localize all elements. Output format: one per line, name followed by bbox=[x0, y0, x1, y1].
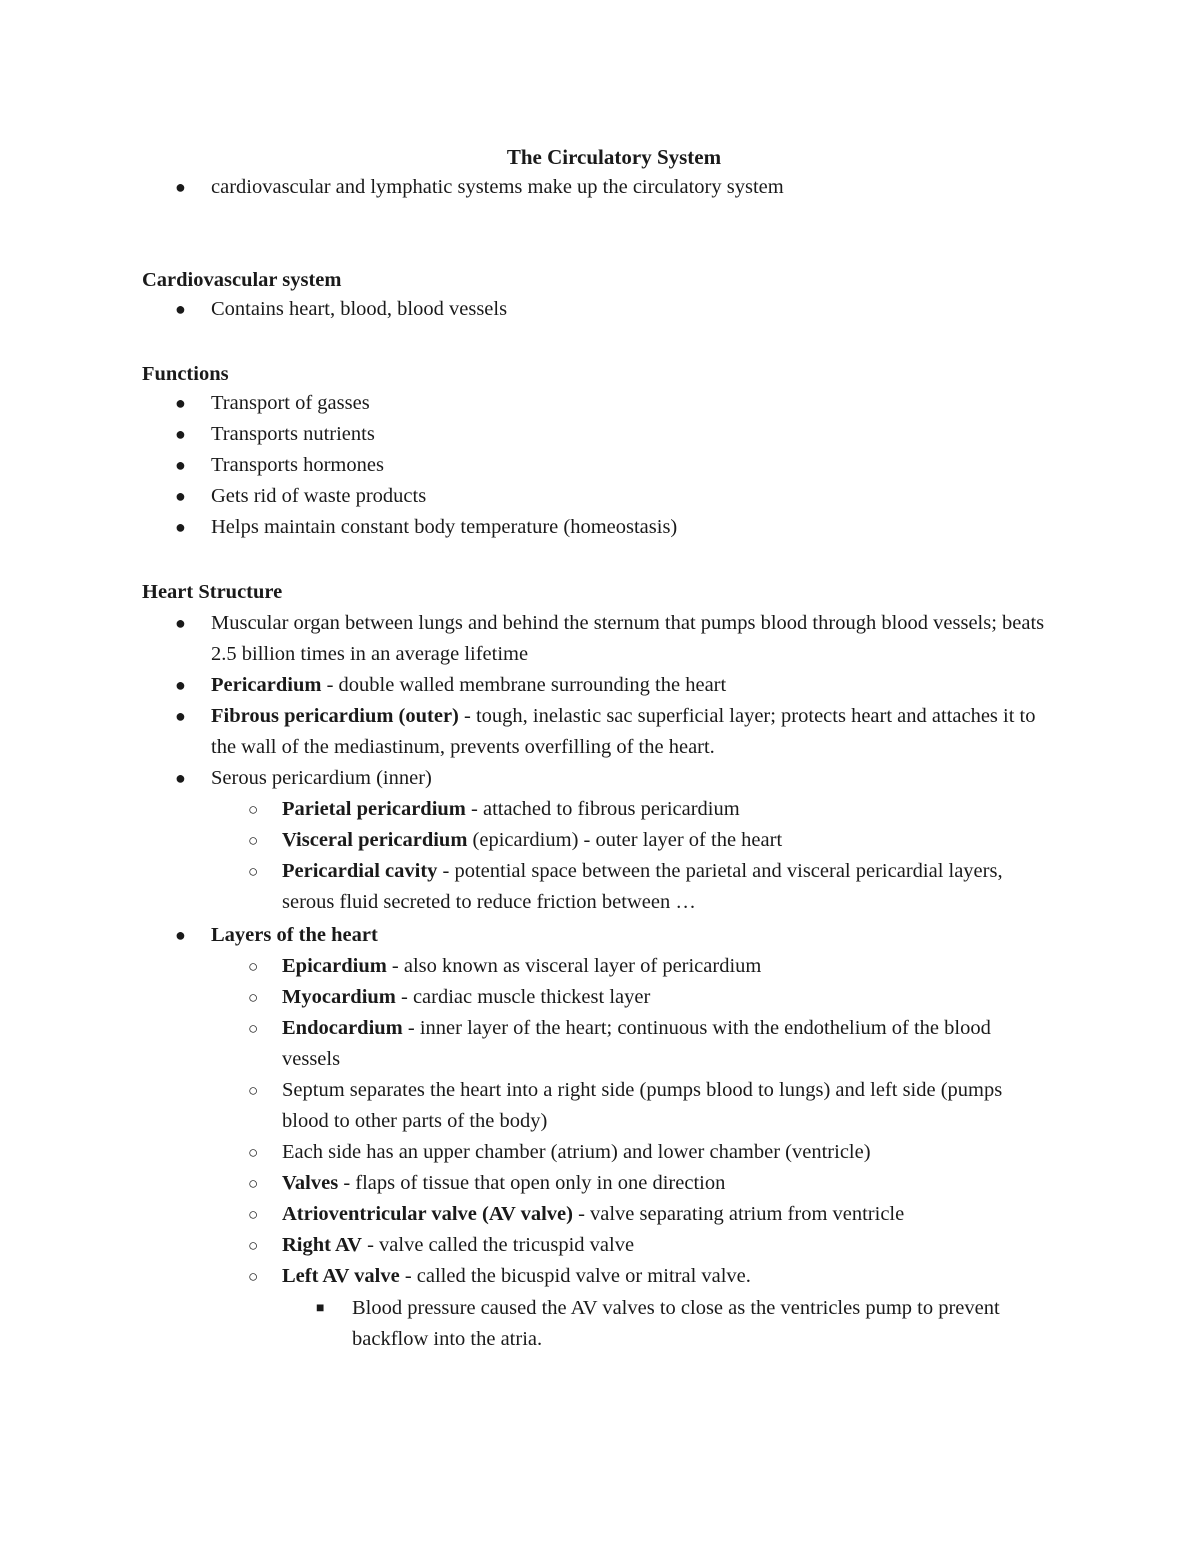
term-label: Right AV bbox=[282, 1234, 362, 1256]
bullet-disc-icon: ● bbox=[175, 925, 186, 945]
term-description: - attached to fibrous pericardium bbox=[465, 798, 740, 820]
bullet-circle-icon: ○ bbox=[248, 831, 259, 850]
heart-structure-list bbox=[0, 608, 1200, 794]
list-item bbox=[175, 763, 1051, 794]
list-item bbox=[248, 1075, 1052, 1137]
bullet-disc-icon: ● bbox=[175, 424, 186, 444]
bullet-circle-icon: ○ bbox=[248, 1019, 259, 1038]
list-item-text: Each side has an upper chamber (atrium) and lower chamber (ventricle) bbox=[282, 1141, 871, 1163]
term-description: - called the bicuspid valve or mitral valve. bbox=[399, 1265, 751, 1287]
term-label: Layers of the heart bbox=[211, 924, 378, 946]
list-item bbox=[175, 512, 1051, 543]
list-item-text: Muscular organ between lungs and behind the sternum that pumps blood through blood vessels; beats 2.5 billion times in an average lifetime bbox=[211, 612, 1045, 665]
bullet-disc-icon: ● bbox=[175, 517, 186, 537]
bullet-disc-icon: ● bbox=[175, 486, 186, 506]
layers-sublist bbox=[0, 951, 1200, 1292]
bullet-circle-icon: ○ bbox=[248, 957, 259, 976]
section-heading: Functions bbox=[142, 363, 229, 385]
bullet-disc-icon: ● bbox=[175, 455, 186, 475]
bullet-circle-icon: ○ bbox=[248, 800, 259, 819]
list-item-text: Gets rid of waste products bbox=[211, 485, 427, 507]
list-item bbox=[248, 1230, 1052, 1261]
bullet-disc-icon: ● bbox=[175, 393, 186, 413]
term-label: Epicardium bbox=[282, 955, 387, 977]
list-item bbox=[248, 1137, 1052, 1168]
intro-section bbox=[0, 172, 1200, 203]
section-heading: Heart Structure bbox=[142, 581, 283, 603]
bullet-disc-icon: ● bbox=[175, 675, 186, 695]
bullet-disc-icon: ● bbox=[175, 177, 186, 197]
term-label: Left AV valve bbox=[282, 1265, 400, 1287]
bullet-circle-icon: ○ bbox=[248, 988, 259, 1007]
term-description: - also known as visceral layer of pericardium bbox=[386, 955, 762, 977]
list-item-text: cardiovascular and lymphatic systems make up the circulatory system bbox=[211, 176, 784, 198]
bullet-circle-icon: ○ bbox=[248, 1081, 259, 1100]
term-description: - double walled membrane surrounding the heart bbox=[321, 674, 727, 696]
list-item bbox=[248, 856, 1052, 918]
term-description: - valve called the tricuspid valve bbox=[361, 1234, 635, 1256]
term-label: Atrioventricular valve (AV valve) bbox=[282, 1203, 573, 1225]
bullet-circle-icon: ○ bbox=[248, 1236, 259, 1255]
bullet-disc-icon: ● bbox=[175, 299, 186, 319]
bullet-circle-icon: ○ bbox=[248, 1267, 259, 1286]
list-item bbox=[248, 1199, 1052, 1230]
term-description: - inner layer of the heart; continuous with the endothelium of the blood vessels bbox=[282, 1017, 991, 1070]
bullet-circle-icon: ○ bbox=[248, 1174, 259, 1193]
bullet-circle-icon: ○ bbox=[248, 1143, 259, 1162]
intro-list bbox=[0, 172, 1200, 203]
cardiovascular-list bbox=[0, 294, 1200, 325]
list-item bbox=[248, 951, 1052, 982]
list-item bbox=[175, 481, 1051, 512]
bullet-circle-icon: ○ bbox=[248, 862, 259, 881]
bullet-disc-icon: ● bbox=[175, 706, 186, 726]
list-item bbox=[175, 294, 1051, 325]
list-item-text: Helps maintain constant body temperature (homeostasis) bbox=[211, 516, 678, 538]
list-item-text: Septum separates the heart into a right side (pumps blood to lungs) and left side (pumps blood to other parts of the body) bbox=[282, 1079, 1003, 1132]
bullet-circle-icon: ○ bbox=[248, 1205, 259, 1224]
list-item bbox=[248, 794, 1052, 825]
list-item bbox=[175, 608, 1051, 670]
list-item-text: Transports hormones bbox=[211, 454, 384, 476]
list-item bbox=[175, 701, 1051, 763]
term-label: Fibrous pericardium (outer) bbox=[211, 705, 459, 727]
list-item bbox=[175, 450, 1051, 481]
term-label: Myocardium bbox=[282, 986, 396, 1008]
section-heading: Cardiovascular system bbox=[142, 269, 342, 291]
term-label: Endocardium bbox=[282, 1017, 403, 1039]
term-label: Visceral pericardium bbox=[282, 829, 468, 851]
list-item-text: Contains heart, blood, blood vessels bbox=[211, 298, 508, 320]
term-label: Parietal pericardium bbox=[282, 798, 466, 820]
term-label: Valves bbox=[282, 1172, 339, 1194]
bullet-disc-icon: ● bbox=[175, 613, 186, 633]
term-description: - flaps of tissue that open only in one direction bbox=[338, 1172, 726, 1194]
term-description: - cardiac muscle thickest layer bbox=[395, 986, 651, 1008]
serous-sublist bbox=[0, 794, 1200, 918]
list-item bbox=[248, 825, 1052, 856]
bullet-disc-icon: ● bbox=[175, 768, 186, 788]
list-item bbox=[175, 419, 1051, 450]
document-title: The Circulatory System bbox=[506, 145, 722, 169]
left-av-sublist bbox=[0, 1293, 1200, 1355]
list-item bbox=[175, 388, 1051, 419]
functions-list bbox=[0, 388, 1200, 543]
layers-list bbox=[0, 920, 1200, 951]
list-item bbox=[248, 1168, 1052, 1199]
list-item-text: Blood pressure caused the AV valves to close as the ventricles pump to prevent backflow into the atria. bbox=[352, 1297, 1000, 1350]
list-item bbox=[175, 670, 1051, 701]
term-label: Pericardium bbox=[211, 674, 322, 696]
term-label: Pericardial cavity bbox=[282, 860, 438, 882]
list-item bbox=[175, 172, 1051, 203]
bullet-square-icon: ■ bbox=[316, 1301, 325, 1316]
term-description: - tough, inelastic sac superficial layer; protects heart and attaches it to the wall of the mediastinum, prevents overfilling of the heart. bbox=[211, 705, 1036, 758]
list-item bbox=[248, 982, 1052, 1013]
list-item-text: Transport of gasses bbox=[211, 392, 370, 414]
list-item bbox=[316, 1293, 1042, 1355]
list-item-text: Transports nutrients bbox=[211, 423, 375, 445]
list-item bbox=[248, 1013, 1052, 1075]
term-description: (epicardium) - outer layer of the heart bbox=[467, 829, 783, 851]
list-item bbox=[248, 1261, 1052, 1292]
term-description: - valve separating atrium from ventricle bbox=[572, 1203, 905, 1225]
term-description: - potential space between the parietal and visceral pericardial layers, serous fluid secreted to reduce friction between … bbox=[282, 860, 1003, 913]
list-item-text: Serous pericardium (inner) bbox=[211, 767, 432, 789]
list-item bbox=[175, 920, 1051, 951]
